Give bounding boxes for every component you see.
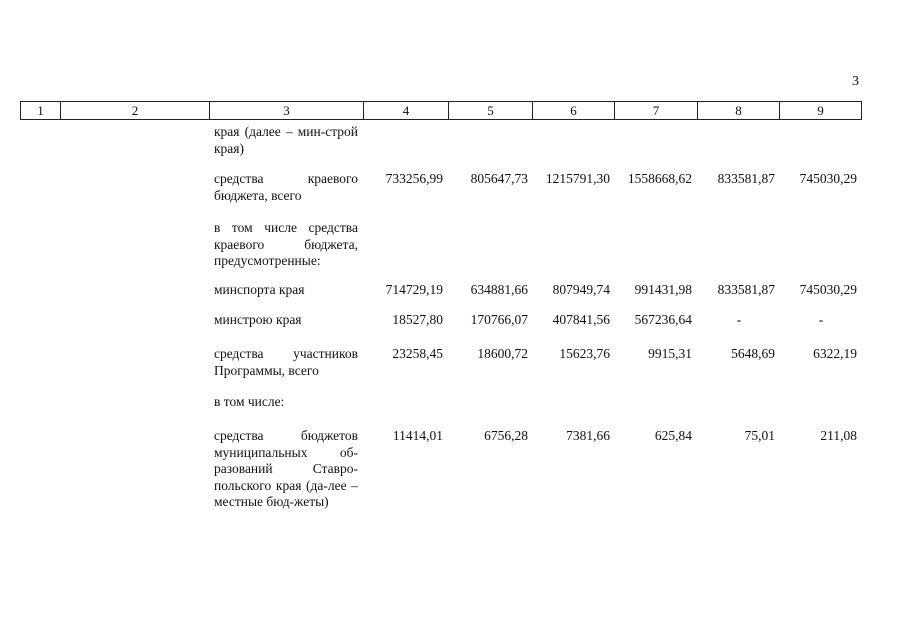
value-col-7: 567236,64 (634, 312, 692, 327)
value-col-6: 1215791,30 (545, 171, 610, 186)
value-col-8: - (736, 312, 742, 327)
header-col-1: 1 (21, 102, 61, 119)
value-col-5: 18600,72 (477, 346, 528, 361)
row-description: средства бюджетов муниципальных об-разований Ставро-польского края (да-лее – местные бюд-жеты) (214, 428, 358, 509)
value-col-4: 23258,45 (392, 346, 443, 361)
page-number: 3 (852, 74, 859, 89)
header-col-7: 7 (615, 102, 698, 119)
value-col-5: 805647,73 (470, 171, 528, 186)
table-header (20, 101, 862, 120)
value-col-5: 634881,66 (470, 282, 528, 297)
header-col-9: 9 (817, 103, 824, 118)
value-col-9: 6322,19 (813, 346, 857, 361)
value-col-5: 170766,07 (470, 312, 528, 327)
header-col-3: 3 (210, 102, 364, 119)
row-description: в том числе: (214, 394, 285, 409)
value-col-6: 15623,76 (559, 346, 610, 361)
value-col-7: 625,84 (654, 428, 692, 443)
header-col-6: 6 (533, 102, 615, 119)
value-col-4: 18527,80 (392, 312, 443, 327)
row-description: в том числе средства краевого бюджета, предусмотренные: (214, 220, 358, 268)
value-col-8: 5648,69 (731, 346, 775, 361)
value-col-6: 807949,74 (552, 282, 610, 297)
row-description: минспорта края (214, 282, 305, 297)
row-description: минстрою края (214, 312, 302, 327)
value-col-9: 745030,29 (799, 282, 857, 297)
value-col-9: 211,08 (820, 428, 857, 443)
row-description: края (далее – мин-строй края) (214, 124, 358, 156)
value-col-9: - (818, 312, 824, 327)
value-col-5: 6756,28 (484, 428, 528, 443)
value-col-7: 1558668,62 (627, 171, 692, 186)
value-col-7: 991431,98 (634, 282, 692, 297)
value-col-6: 7381,66 (566, 428, 610, 443)
header-col-8: 8 (698, 102, 780, 119)
row-description: средства краевого бюджета, всего (214, 171, 358, 203)
value-col-7: 9915,31 (648, 346, 692, 361)
header-col-5: 5 (449, 102, 533, 119)
value-col-6: 407841,56 (552, 312, 610, 327)
value-col-8: 833581,87 (717, 282, 775, 297)
value-col-4: 733256,99 (385, 171, 443, 186)
value-col-8: 75,01 (744, 428, 775, 443)
value-col-8: 833581,87 (717, 171, 775, 186)
header-col-2: 2 (61, 102, 210, 119)
value-col-4: 11414,01 (392, 428, 443, 443)
value-col-4: 714729,19 (385, 282, 443, 297)
header-col-4: 4 (364, 102, 449, 119)
value-col-9: 745030,29 (799, 171, 857, 186)
row-description: средства участников Программы, всего (214, 346, 358, 378)
